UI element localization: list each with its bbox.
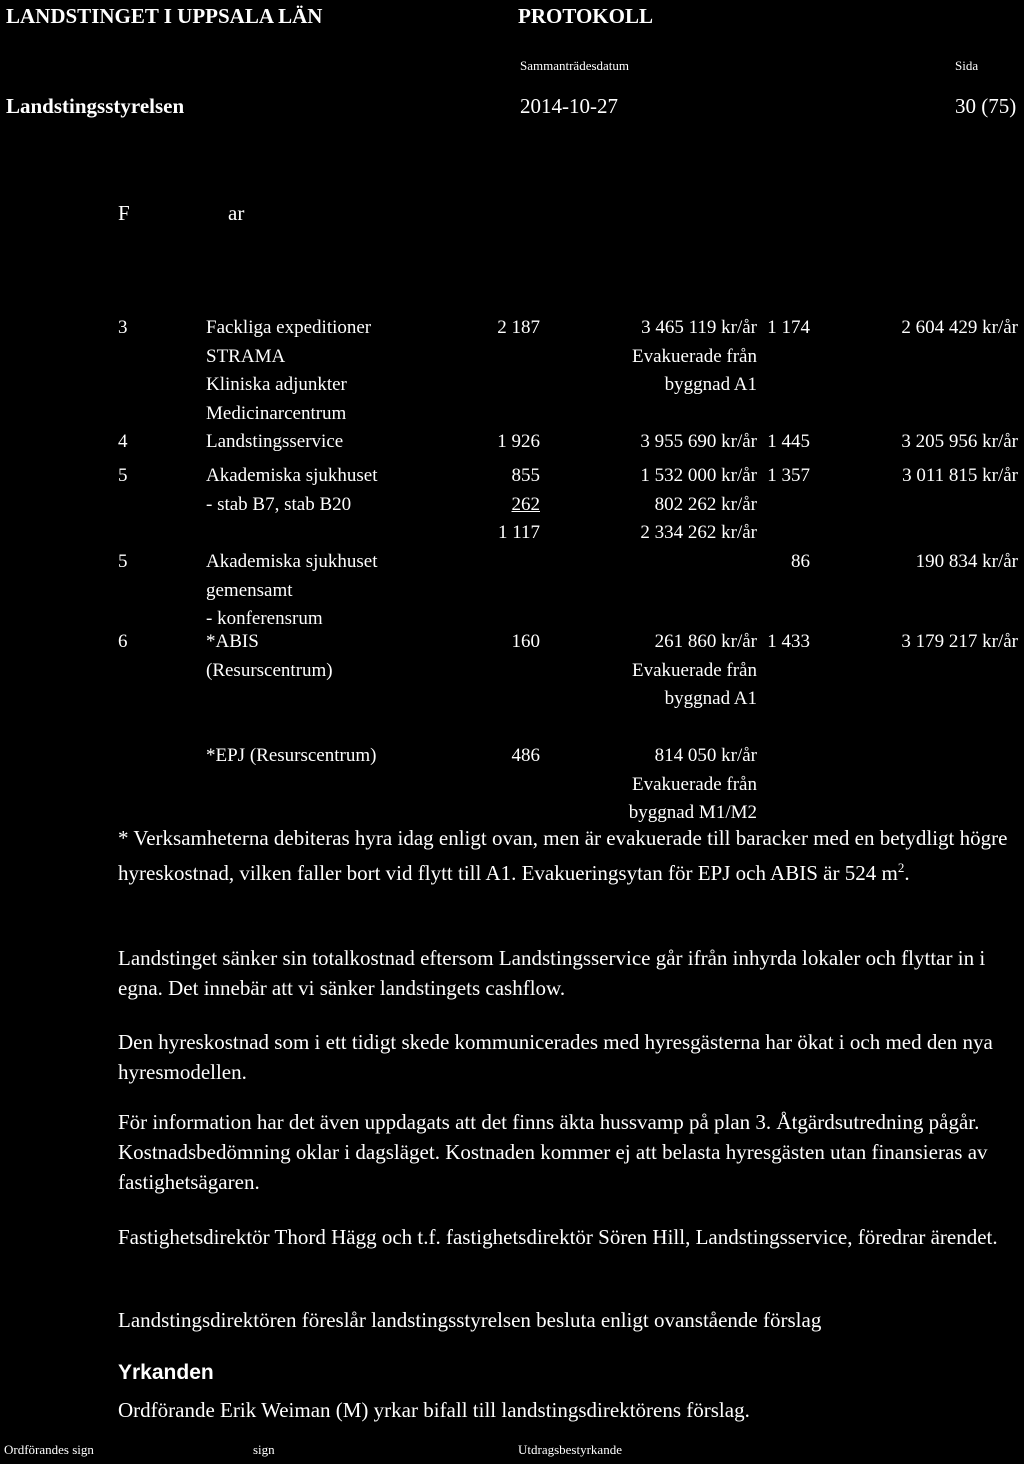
plan-number: 3 [118, 317, 128, 338]
cost-new: 3 179 217 kr/år [901, 631, 1018, 652]
meeting-date: 2014-10-27 [520, 94, 618, 118]
cost-current: 802 262 kr/år [654, 493, 757, 515]
cost-current: 261 860 kr/år [654, 631, 757, 652]
paragraph-presenters: Fastighetsdirektör Thord Hägg och t.f. fastighetsdirektör Sören Hill, Landstingsservice, föredrar ärendet. [118, 1225, 998, 1249]
cost-current: Evakuerade från [631, 345, 757, 367]
tenant-name: - stab B7, stab B20 [206, 493, 352, 515]
area-current: 855 [511, 465, 540, 486]
cost-current: byggnad M1/M2 [628, 802, 757, 823]
area-current: 1 926 [497, 431, 540, 452]
cost-current: Evakuerade från [631, 773, 757, 795]
tenant-name: Akademiska sjukhuset [206, 465, 378, 486]
area-new: 1 433 [767, 631, 810, 652]
tenant-name: - konferensrum [206, 608, 323, 629]
area-current: 262 [511, 493, 540, 515]
paragraph-proposal: Landstingsdirektören föreslår landstingsstyrelsen besluta enligt ovanstående förslag [118, 1308, 822, 1332]
date-label: Sammanträdesdatum [520, 58, 630, 73]
cost-current: 814 050 kr/år [654, 745, 757, 766]
footnote-end: . [904, 861, 910, 885]
sign-label: sign [253, 1442, 275, 1457]
page-number: 30 (75) [955, 94, 1017, 118]
footnote-superscript: 2 [897, 860, 905, 875]
paragraph-fungus: För information har det även uppdagats att det finns äkta hussvamp på plan 3. Åtgärdsutredning pågår. Kostnadsbedömning oklar i dagsläget. Kostnaden kommer ej att belasta hyresgästen utan finansieras av fastighetsägaren. [118, 1110, 988, 1194]
area-current: 2 187 [497, 317, 540, 338]
chair-sign-label: Ordförandes sign [4, 1442, 94, 1457]
cost-current: 1 532 000 kr/år [640, 465, 757, 486]
tenant-name: Landstingsservice [206, 431, 344, 452]
cost-new: 190 834 kr/år [915, 551, 1018, 572]
tenant-name: Medicinarcentrum [206, 402, 347, 424]
org-name: LANDSTINGET I UPPSALA LÄN [6, 4, 323, 28]
area-current: 160 [511, 631, 540, 652]
plan-number: 5 [118, 465, 128, 486]
area-new: 1 357 [767, 465, 810, 486]
cost-current: Evakuerade från [631, 659, 757, 681]
cost-current: byggnad A1 [664, 688, 757, 709]
area-current: 1 117 [497, 522, 540, 543]
tenant-name: Fackliga expeditioner [206, 317, 372, 338]
area-new: 1 445 [767, 431, 810, 452]
cost-new: 3 205 956 kr/år [901, 431, 1018, 452]
cost-current: byggnad A1 [664, 374, 757, 395]
cost-new: 3 011 815 kr/år [902, 465, 1018, 486]
plan-number: 6 [118, 631, 128, 652]
yrkanden-heading: Yrkanden [118, 1361, 214, 1384]
paragraph-rent: Den hyreskostnad som i ett tidigt skede kommunicerades med hyresgästerna har ökat i och med den nya hyresmodellen. [118, 1030, 993, 1084]
yrkanden-text: Ordförande Erik Weiman (M) yrkar bifall till landstingsdirektörens förslag. [118, 1398, 750, 1422]
cost-new: 2 604 429 kr/år [901, 317, 1018, 338]
footnote-text: * Verksamheterna debiteras hyra idag enligt ovan, men är evakuerade till baracker med en betydligt högre hyreskostnad, vilken faller bort vid flytt till A1. Evakueringsytan för EPJ och ABIS är 524 m [118, 826, 1008, 885]
area-new: 86 [791, 551, 810, 572]
plan-number: 4 [118, 431, 128, 452]
tenant-name: *ABIS [206, 631, 259, 652]
footnote [118, 823, 1018, 888]
area-current: 486 [511, 745, 540, 766]
tenant-name: Akademiska sjukhuset [206, 551, 378, 572]
extract-label: Utdragsbestyrkande [518, 1442, 622, 1457]
fragment-a: F [118, 201, 130, 225]
cost-current: 3 465 119 kr/år [641, 317, 757, 338]
page-label: Sida [955, 58, 979, 73]
plan-number: 5 [118, 551, 128, 572]
tenant-name: gemensamt [206, 579, 293, 601]
paragraph-cost: Landstinget sänker sin totalkostnad eftersom Landstingsservice går ifrån inhyrda lokaler och flyttar in i egna. Det innebär att vi sänker landstingets cashflow. [118, 946, 986, 1000]
fragment-b: ar [228, 201, 245, 225]
area-new: 1 174 [767, 317, 810, 338]
doc-type: PROTOKOLL [518, 4, 653, 28]
cost-current: 2 334 262 kr/år [640, 522, 757, 543]
tenant-name: (Resurscentrum) [206, 659, 333, 681]
tenant-name: STRAMA [206, 345, 286, 367]
cost-current: 3 955 690 kr/år [640, 431, 757, 452]
tenant-name: Kliniska adjunkter [206, 374, 347, 395]
tenant-name: *EPJ (Resurscentrum) [206, 745, 377, 766]
committee-name: Landstingsstyrelsen [6, 94, 185, 118]
